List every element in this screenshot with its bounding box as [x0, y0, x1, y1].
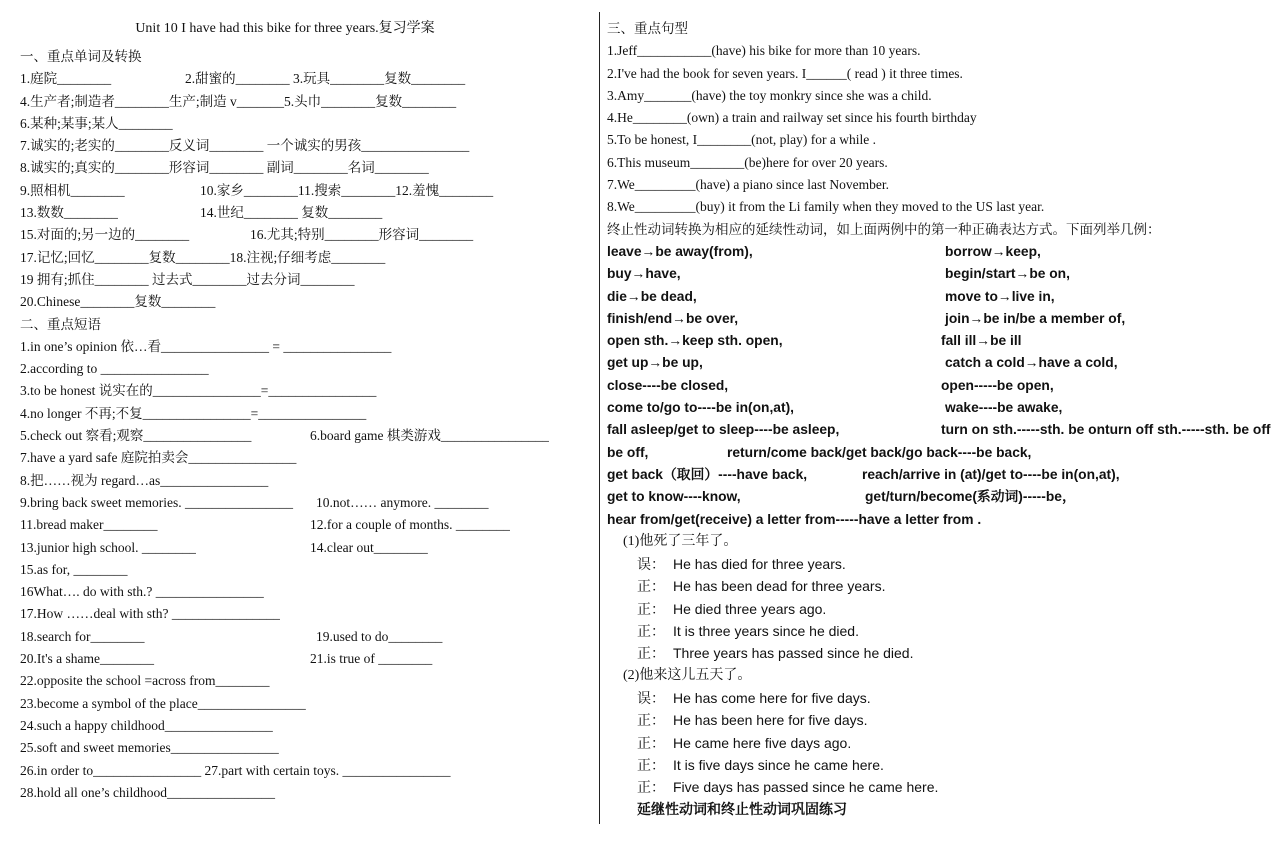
phrase-item: 26.in order to________________ 27.part with certain toys. ________________	[20, 762, 451, 778]
phrase-row	[20, 380, 590, 402]
verb-pair-right: open-----be open,	[941, 377, 1054, 393]
phrase-item: 20.It's a shame________	[20, 651, 155, 667]
example-item	[607, 776, 1200, 798]
phrase-row	[20, 670, 590, 692]
example-mark: 正：	[637, 647, 665, 663]
example-item	[607, 754, 1200, 776]
phrase-row	[20, 425, 590, 447]
phrase-row	[20, 514, 590, 536]
verb-pair-row	[607, 486, 1200, 508]
section3-heading: 三、重点句型	[607, 21, 688, 36]
example1-list	[607, 553, 1200, 664]
phrase-item: 8.把……视为 regard…as________________	[20, 472, 269, 488]
vocab-row	[20, 157, 590, 179]
left-column	[20, 18, 590, 804]
verb-pair-row	[607, 419, 1271, 441]
example2-label: (2)他来这儿五天了。	[623, 667, 752, 683]
sentence-item: 6.This museum________(be)here for over 20 years.	[607, 154, 888, 170]
verb-pair-row	[607, 509, 1200, 531]
phrase-item: 22.opposite the school =across from________	[20, 673, 270, 689]
phrase-row	[20, 358, 590, 380]
vocab-item: 9.照相机________	[20, 182, 125, 198]
verb-pair-left: open sth.→keep sth. open,	[607, 333, 783, 349]
phrase-row	[20, 760, 590, 782]
verb-pair-row	[607, 286, 1200, 308]
verb-pair-row	[607, 352, 1200, 374]
phrase-item: 28.hold all one’s childhood________________	[20, 784, 275, 800]
example-mark: 正：	[637, 625, 665, 641]
example-item	[607, 687, 1200, 709]
phrase-row	[20, 492, 590, 514]
verb-pair-right: borrow→keep,	[945, 243, 1041, 259]
phrase-item: 23.become a symbol of the place________________	[20, 695, 306, 711]
example-item	[607, 709, 1200, 731]
example-item	[607, 732, 1200, 754]
verb-pair-row	[607, 375, 1200, 397]
verb-conversion-note: 终止性动词转换为相应的延续性动词，如上面两例中的第一种正确表达方式。下面列举几例：	[607, 221, 1161, 237]
example-mark: 正：	[637, 714, 665, 730]
phrase-item: 16What…. do with sth.? ________________	[20, 584, 264, 600]
column-divider	[599, 12, 600, 824]
verb-pair-row	[607, 464, 1200, 486]
verb-pair-right: join→be in/be a member of,	[945, 310, 1126, 326]
phrase-list	[20, 336, 590, 804]
vocab-item: 19 拥有;抓住________ 过去式________过去分词________	[20, 271, 355, 287]
example-sentence: He has died for three years.	[673, 556, 846, 573]
vocab-row	[20, 113, 590, 135]
phrase-row	[20, 603, 590, 625]
phrase-item: 1.in one’s opinion 依…看________________ = ________________	[20, 338, 392, 354]
vocab-row	[20, 247, 590, 269]
example-item	[607, 598, 1200, 620]
phrase-row	[20, 470, 590, 492]
sentence-item: 4.He________(own) a train and railway set since his fourth birthday	[607, 110, 977, 126]
example-sentence: He has been here for five days.	[673, 712, 868, 729]
verb-pair-left: finish/end→be over,	[607, 310, 739, 326]
example-mark: 正：	[637, 736, 665, 752]
verb-pair-row	[607, 330, 1200, 352]
verb-pair-row	[607, 263, 1200, 285]
vocabulary-list	[20, 68, 590, 313]
verb-pair-left: get to know----know,	[607, 489, 741, 505]
verb-pair-left: buy→have,	[607, 266, 681, 282]
vocab-item: 2.甜蜜的________ 3.玩具________复数________	[185, 71, 466, 87]
phrase-item: 12.for a couple of months. ________	[310, 517, 510, 533]
phrase-item: 25.soft and sweet memories________________	[20, 740, 279, 756]
phrase-item: 10.not…… anymore. ________	[316, 494, 489, 510]
phrase-item: 24.such a happy childhood________________	[20, 717, 273, 733]
phrase-row	[20, 537, 590, 559]
sentence-item: 8.We_________(buy) it from the Li family when they moved to the US last year.	[607, 199, 1045, 215]
verb-pair-right: catch a cold→have a cold,	[945, 355, 1118, 371]
verb-pair-left: hear from/get(receive) a letter from-----have a letter from .	[607, 511, 982, 527]
vocab-item: 6.某种;某事;某人________	[20, 115, 173, 131]
phrase-item: 9.bring back sweet memories. ________________	[20, 494, 293, 510]
practice-heading: 延继性动词和终止性动词巩固练习	[637, 801, 847, 818]
verb-pair-left: close----be closed,	[607, 377, 729, 393]
phrase-row	[20, 648, 590, 670]
verb-pair-left: come to/go to----be in(on,at),	[607, 400, 794, 416]
verb-pair-row	[607, 241, 1200, 263]
phrase-item: 19.used to do________	[316, 628, 443, 644]
phrase-item: 3.to be honest 说实在的________________=________________	[20, 383, 377, 399]
vocab-item: 15.对面的;另一边的________	[20, 227, 190, 243]
vocab-item: 7.诚实的;老实的________反义词________ 一个诚实的男孩________________	[20, 138, 470, 154]
vocab-row	[20, 224, 590, 246]
right-column	[607, 18, 1271, 821]
phrase-row	[20, 737, 590, 759]
verb-pair-right: wake----be awake,	[945, 400, 1063, 416]
example-item	[607, 553, 1200, 575]
verb-pair-row	[607, 397, 1200, 419]
example-mark: 正：	[637, 758, 665, 774]
verb-pair-left: get back（取回）----have back,	[607, 466, 808, 482]
verb-pair-left: be off,	[607, 444, 649, 460]
verb-pair-left: fall asleep/get to sleep----be asleep,	[607, 422, 840, 438]
phrase-item: 17.How ……deal with sth? ________________	[20, 606, 280, 622]
phrase-row	[20, 581, 590, 603]
example-mark: 正：	[637, 781, 665, 797]
sentence-item: 7.We_________(have) a piano since last November.	[607, 177, 889, 193]
phrase-item: 13.junior high school. ________	[20, 539, 196, 555]
vocab-item: 1.庭院________	[20, 71, 112, 87]
example-mark: 正：	[637, 602, 665, 618]
vocab-row	[20, 202, 590, 224]
example-sentence: It is five days since he came here.	[673, 756, 884, 773]
section1-heading: 一、重点单词及转换	[20, 49, 142, 64]
verb-pair-row	[607, 308, 1200, 330]
vocab-row	[20, 135, 590, 157]
phrase-row	[20, 626, 590, 648]
section2-heading: 二、重点短语	[20, 316, 101, 332]
sentence-item: 3.Amy_______(have) the toy monkry since she was a child.	[607, 87, 932, 103]
vocab-row	[20, 291, 590, 313]
example-sentence: Five days has passed since he came here.	[673, 779, 939, 796]
sentence-item: 2.I've had the book for seven years. I______( read ) it three times.	[607, 65, 963, 81]
vocab-item: 17.记忆;回忆________复数________18.注视;仔细考虑________	[20, 249, 386, 265]
example-sentence: He came here five days ago.	[673, 734, 852, 751]
example-sentence: He died three years ago.	[673, 600, 827, 617]
vocab-row	[20, 269, 590, 291]
example-mark: 正：	[637, 580, 665, 596]
phrase-row	[20, 447, 590, 469]
example-sentence: Three years has passed since he died.	[673, 645, 914, 662]
verb-pair-left: die→be dead,	[607, 288, 697, 304]
example1-label: (1)他死了三年了。	[623, 533, 738, 549]
verb-pair-left: leave→be away(from),	[607, 243, 753, 259]
phrase-item: 11.bread maker________	[20, 517, 158, 533]
verb-pair-right: turn on sth.-----sth. be onturn off sth.-----sth. be off	[941, 422, 1271, 438]
phrase-item: 14.clear out________	[310, 539, 428, 555]
vocab-item: 20.Chinese________复数________	[20, 294, 216, 310]
phrase-item: 18.search for________	[20, 628, 145, 644]
example-sentence: He has been dead for three years.	[673, 578, 886, 595]
sentence-list	[607, 40, 1200, 218]
verb-pair-right: reach/arrive in (at)/get to----be in(on,at),	[862, 466, 1120, 482]
example-mark: 误：	[637, 558, 665, 574]
vocab-item: 14.世纪________ 复数________	[200, 205, 383, 221]
phrase-item: 5.check out 察看;观察________________	[20, 428, 252, 444]
verb-pair-right: begin/start→be on,	[945, 266, 1070, 282]
verb-pair-row	[607, 442, 1200, 464]
phrase-row	[20, 693, 590, 715]
phrase-item: 2.according to ________________	[20, 361, 209, 377]
phrase-item: 4.no longer 不再;不复________________=________________	[20, 405, 367, 421]
phrase-item: 21.is true of ________	[310, 651, 433, 667]
vocab-row	[20, 91, 590, 113]
verb-pair-right: return/come back/get back/go back----be back,	[727, 444, 1032, 460]
verb-pair-left: get up→be up,	[607, 355, 703, 371]
example-item	[607, 575, 1200, 597]
example-item	[607, 642, 1200, 664]
phrase-item: 15.as for, ________	[20, 561, 128, 577]
verb-pair-right: get/turn/become(系动词)-----be，	[865, 489, 1076, 505]
phrase-item: 6.board game 棋类游戏________________	[310, 428, 549, 444]
verb-pair-right: move to→live in,	[945, 288, 1055, 304]
sentence-item: 1.Jeff___________(have) his bike for more than 10 years.	[607, 43, 921, 59]
verb-pair-right: fall ill→be ill	[941, 333, 1022, 349]
worksheet-title: Unit 10 I have had this bike for three years.复习学案	[135, 21, 435, 36]
example-sentence: He has come here for five days.	[673, 689, 871, 706]
sentence-item: 5.To be honest, I________(not, play) for a while .	[607, 132, 876, 148]
phrase-row	[20, 715, 590, 737]
vocab-row	[20, 180, 590, 202]
verb-pair-list	[607, 241, 1271, 531]
example-mark: 误：	[637, 691, 665, 707]
phrase-row	[20, 336, 590, 358]
phrase-row	[20, 403, 590, 425]
vocab-item: 8.诚实的;真实的________形容词________ 副词________名词________	[20, 160, 429, 176]
vocab-item: 13.数数________	[20, 205, 118, 221]
vocab-row	[20, 68, 590, 90]
example2-list	[607, 687, 1200, 798]
example-item	[607, 620, 1200, 642]
phrase-row	[20, 559, 590, 581]
phrase-row	[20, 782, 590, 804]
vocab-item: 10.家乡________11.搜索________12.羞愧________	[200, 182, 494, 198]
vocab-item: 16.尤其;特别________形容词________	[250, 227, 474, 243]
phrase-item: 7.have a yard safe 庭院拍卖会________________	[20, 450, 297, 466]
example-sentence: It is three years since he died.	[673, 623, 859, 640]
vocab-item: 4.生产者;制造者________生产;制造 v_______5.头巾________复数________	[20, 93, 457, 109]
